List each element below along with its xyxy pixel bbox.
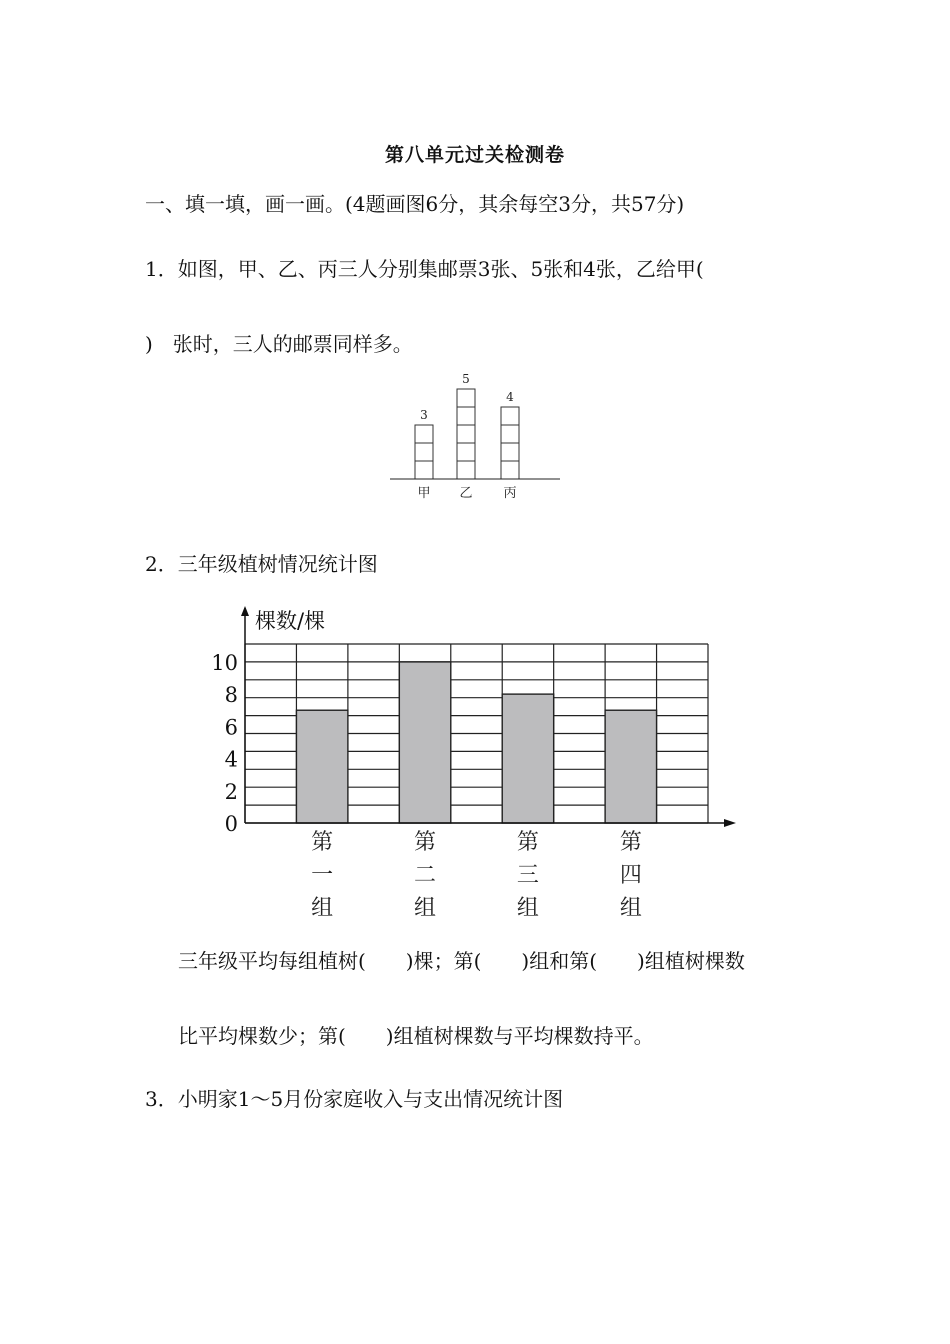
x-axis-arrow xyxy=(724,819,736,827)
stamp-cell xyxy=(457,443,475,461)
bar-第二组 xyxy=(399,662,450,823)
stack-count-label: 4 xyxy=(506,390,514,404)
y-axis-arrow xyxy=(241,606,249,616)
stamp-cell xyxy=(501,407,519,425)
section-heading: 一、填一填，画一画。(4题画图6分，其余每空3分，共57分) xyxy=(145,192,685,216)
x-category-label: 第 xyxy=(414,830,437,855)
person-name-label: 乙 xyxy=(459,486,473,501)
person-name-label: 甲 xyxy=(417,486,431,501)
x-category-label: 组 xyxy=(414,896,437,920)
y-tick-label: 10 xyxy=(211,650,238,675)
y-tick-label: 8 xyxy=(224,683,238,708)
question-1-line-1: 1．如图，甲、乙、丙三人分别集邮票3张、5张和4张，乙给甲( xyxy=(145,257,704,281)
y-axis-label: 棵数/棵 xyxy=(255,609,326,633)
bar-第四组 xyxy=(605,710,656,823)
x-category-label: 一 xyxy=(311,863,334,888)
stamp-cell xyxy=(501,425,519,443)
y-tick-label: 4 xyxy=(224,747,238,772)
x-category-label: 二 xyxy=(414,863,437,888)
x-category-label: 组 xyxy=(619,896,642,920)
tree-planting-bar-chart xyxy=(200,600,760,920)
page-title: 第八单元过关检测卷 xyxy=(384,144,565,166)
x-category-label: 四 xyxy=(619,863,642,888)
stack-count-label: 5 xyxy=(462,372,470,386)
x-category-label: 三 xyxy=(516,863,539,888)
x-category-label: 第 xyxy=(516,830,539,855)
question-1-line-2: ) 张时，三人的邮票同样多。 xyxy=(145,332,413,356)
stamp-cell xyxy=(415,425,433,443)
bar-第三组 xyxy=(502,694,553,823)
y-tick-label: 0 xyxy=(224,812,238,836)
x-category-label: 第 xyxy=(619,830,642,855)
bar-第一组 xyxy=(296,710,347,823)
stamp-cell xyxy=(501,461,519,479)
stamp-cell xyxy=(415,461,433,479)
stamp-stacks-figure xyxy=(385,368,565,508)
person-name-label: 丙 xyxy=(503,486,517,501)
question-2-heading: 2．三年级植树情况统计图 xyxy=(145,552,378,576)
stamp-cell xyxy=(415,443,433,461)
x-category-label: 第 xyxy=(311,830,334,855)
stamp-cell xyxy=(501,443,519,461)
stamp-cell xyxy=(457,407,475,425)
x-category-label: 组 xyxy=(311,896,334,920)
y-tick-label: 2 xyxy=(224,779,238,804)
question-2-answer-line-1: 三年级平均每组植树( )棵；第( )组和第( )组植树棵数 xyxy=(178,949,745,973)
x-category-label: 组 xyxy=(516,896,539,920)
stamp-cell xyxy=(457,461,475,479)
stamp-cell xyxy=(457,389,475,407)
stack-count-label: 3 xyxy=(420,408,428,422)
stamp-cell xyxy=(457,425,475,443)
question-2-answer-line-2: 比平均棵数少；第( )组植树棵数与平均棵数持平。 xyxy=(178,1024,654,1048)
question-3-heading: 3．小明家1～5月份家庭收入与支出情况统计图 xyxy=(145,1087,564,1111)
y-tick-label: 6 xyxy=(224,715,238,740)
